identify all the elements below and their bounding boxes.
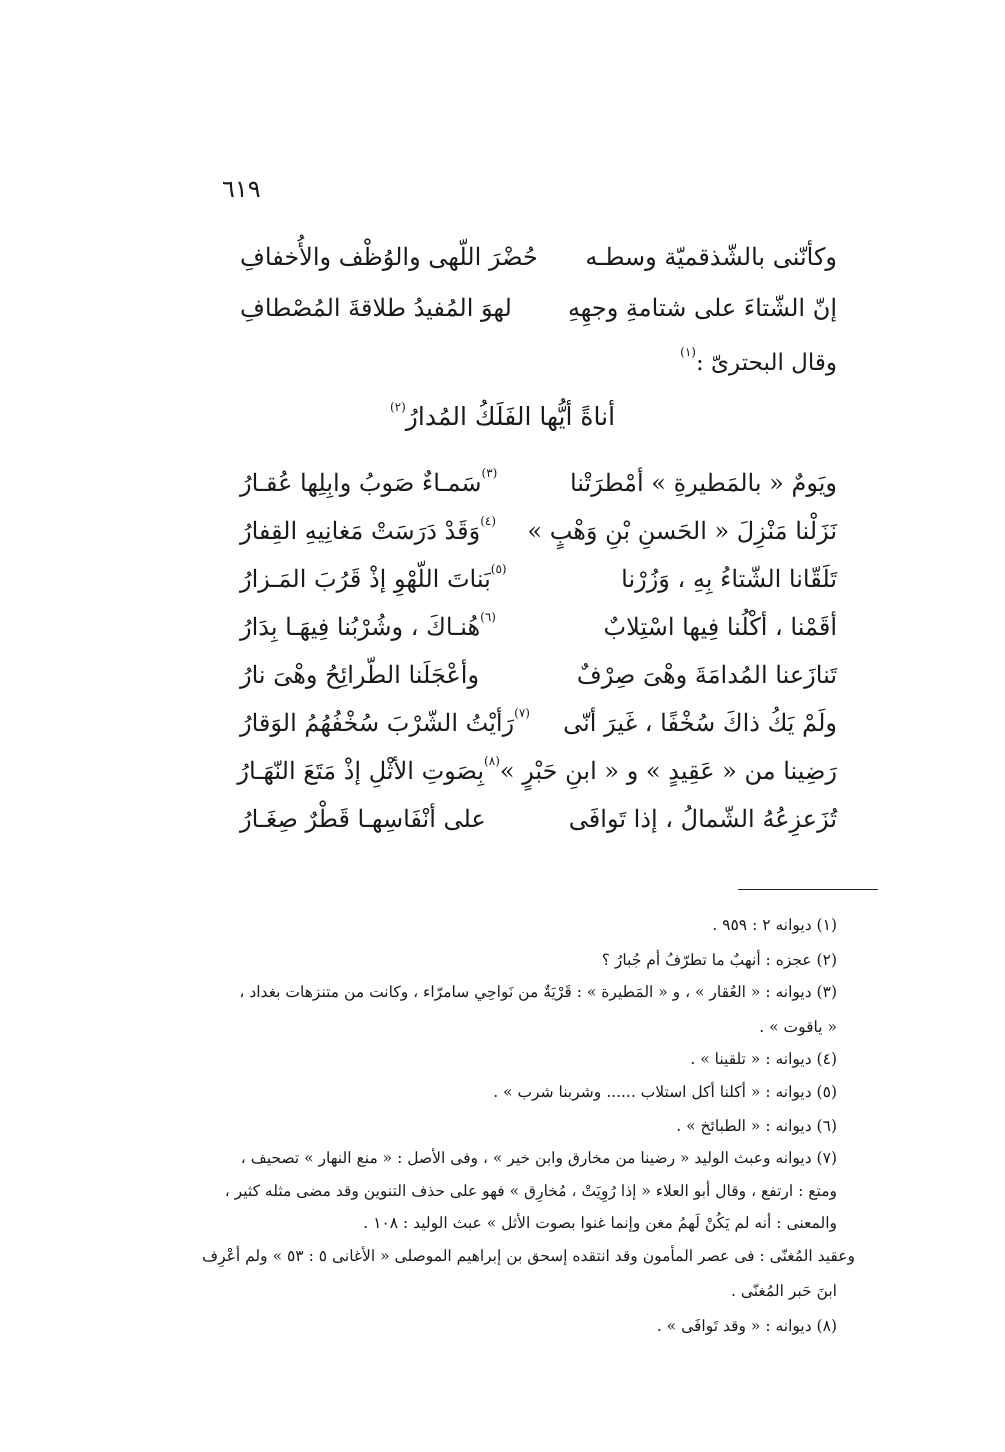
poem-title	[0, 402, 1005, 431]
footnote-ref: (١)	[680, 345, 696, 359]
hemistich-left-text: وَقَدْ دَرَسَتْ مَغانِيهِ القِفارُ	[240, 517, 481, 545]
hemistich-left	[240, 610, 496, 641]
hemistich-right: ويَومٌ « بالمَطيرةِ » أمْطرَتْنا	[569, 469, 837, 497]
hemistich-left: لهوَ المُفيدُ طلاقةَ المُصْطافِ	[240, 294, 512, 322]
footnote-ref: (٨)	[484, 754, 500, 768]
poem-verse-1	[240, 460, 837, 506]
footnote-3-cont: « ياقوت » .	[759, 1018, 837, 1036]
footnote-ref: (٧)	[514, 706, 530, 720]
hemistich-left-text: وأعْجَلَنا الطّرائِحُ وهْىَ نارُ	[240, 661, 480, 689]
footnote-2: (٢) عجزه : أنهبٌ ما تطرّفُ أم جُبارُ ؟	[601, 951, 837, 969]
footnote-6: (٦) ديوانه : « الطبائخ » .	[676, 1117, 837, 1135]
footnote-5: (٥) ديوانه : « أكلنا أكل استلاب ...... وشربنا شرب » .	[493, 1083, 837, 1101]
hemistich-left	[240, 562, 507, 593]
hemistich-left-text: هُنـاكَ ، وشُرْبُنا فِيهَـا بِدَارُ	[240, 613, 481, 641]
hemistich-right: تَنازَعنا المُدامَةَ وهْىَ صِرْفٌ	[576, 661, 837, 689]
hemistich-left-text: سَمـاءٌ صَوبُ وابِلِها عُقـارُ	[240, 469, 482, 497]
hemistich-right: وكأنّنى بالشّذقميّة وسطـه	[585, 243, 837, 271]
poem-verse-6	[240, 700, 837, 746]
hemistich-left: حُضْرَ اللّهى والوُظْف والأُخفافِ	[240, 243, 538, 271]
top-verse-1	[240, 234, 837, 280]
footnote-7: (٧) ديوانه وعبث الوليد « رضينا من مخارق وابن خير » ، وفى الأصل : « منع النهار » تصحيف ،	[240, 1149, 837, 1167]
poem-verse-5	[240, 652, 837, 698]
footnote-ref: (٦)	[480, 610, 496, 624]
hemistich-left	[237, 754, 500, 785]
footnote-4: (٤) ديوانه : « تلقينا » .	[690, 1050, 837, 1068]
footnote-7-cont-1: ومتع : ارتفع ، وقال أبو العلاء « إذا رُوِيَتْ ، مُخارِق » فهو على حذف التنوين وقد مضى مثله كثير ،	[224, 1182, 837, 1200]
hemistich-left-text: رَأيْتُ الشّرْبَ سُخْفُهُمُ الوَقارُ	[240, 709, 515, 737]
hemistich-left	[240, 661, 479, 689]
hemistich-left-text: على أنْفَاسِهـا قَطْرٌ صِغَـارُ	[240, 805, 486, 833]
hemistich-left-text: بِصَوتِ الأثْلِ إذْ مَتَعَ النّهَـارُ	[237, 757, 485, 785]
hemistich-right: تَلَقّانا الشّتاءُ بِهِ ، وَزُرْنا	[621, 565, 837, 593]
footnote-7-cont-3: وعقيد المُغنّى : فى عصر المأمون وقد انتقده إسحق بن إبراهيم الموصلى « الأغانى ٥ : ٥٣ » ولم أعْرِف	[202, 1247, 855, 1265]
hemistich-left	[240, 466, 498, 497]
intro-line	[680, 345, 837, 376]
footnote-ref: (٢)	[389, 400, 406, 414]
poem-verse-4	[240, 604, 837, 650]
hemistich-left	[240, 514, 497, 545]
footnote-3: (٣) ديوانه : « العُقار » ، و « المَطيرة » : قَرْيَةٌ من نَواحِي سامرّاء ، وكانت من متنزهات بغداد ،	[239, 983, 837, 1001]
hemistich-left	[240, 805, 486, 833]
hemistich-left	[240, 706, 530, 737]
poem-verse-7	[237, 748, 837, 794]
top-verse-2	[240, 285, 837, 331]
page-number: ٦١٩	[222, 175, 261, 203]
footnote-ref: (٥)	[490, 562, 507, 576]
footnote-7-cont-4: ابنَ حَبر المُغنّى .	[730, 1282, 837, 1300]
poem-verse-3	[240, 556, 837, 602]
intro-text: وقال البحترىّ :	[695, 350, 837, 376]
hemistich-right: تُزَعزِعُهُ الشّمالُ ، إذا تَوافَى	[568, 805, 837, 833]
footnote-7-cont-2: والمعنى : أنه لم يَكُنْ لَهمُ مغن وإنما غنوا بصوت الأثل » عبث الوليد : ١٠٨ .	[363, 1214, 837, 1232]
hemistich-right: أقَمْنا ، أكْلُنا فِيها اسْتِلابٌ	[603, 613, 837, 641]
footnote-separator	[738, 889, 878, 890]
poem-verse-2	[240, 508, 837, 554]
poem-title-text: أناةً أيُّها الفَلَكُ المُدارُ	[405, 402, 616, 431]
hemistich-right: نَزَلْنا مَنْزِلَ « الحَسنِ بْنِ وَهْبٍ »	[527, 517, 837, 545]
poem-verse-8	[240, 796, 837, 842]
footnote-ref: (٤)	[480, 514, 497, 528]
hemistich-right: إنّ الشّتاءَ على شتامةِ وجهِهِ	[567, 294, 837, 322]
hemistich-left-text: بَناتَ اللّهْوِ إذْ قَرُبَ المَـزارُ	[240, 565, 491, 593]
footnote-1: (١) ديوانه ٢ : ٩٥٩ .	[712, 916, 837, 934]
footnote-ref: (٣)	[481, 466, 498, 480]
hemistich-right: رَضِينا من « عَقِيدٍ » و « ابنِ حَبْرٍ »	[499, 757, 837, 785]
hemistich-right: ولَمْ يَكُ ذاكَ سُخْفًا ، غَيرَ أنّى	[563, 709, 837, 737]
footnote-8: (٨) ديوانه : « وقد تَوافَى » .	[656, 1317, 837, 1335]
